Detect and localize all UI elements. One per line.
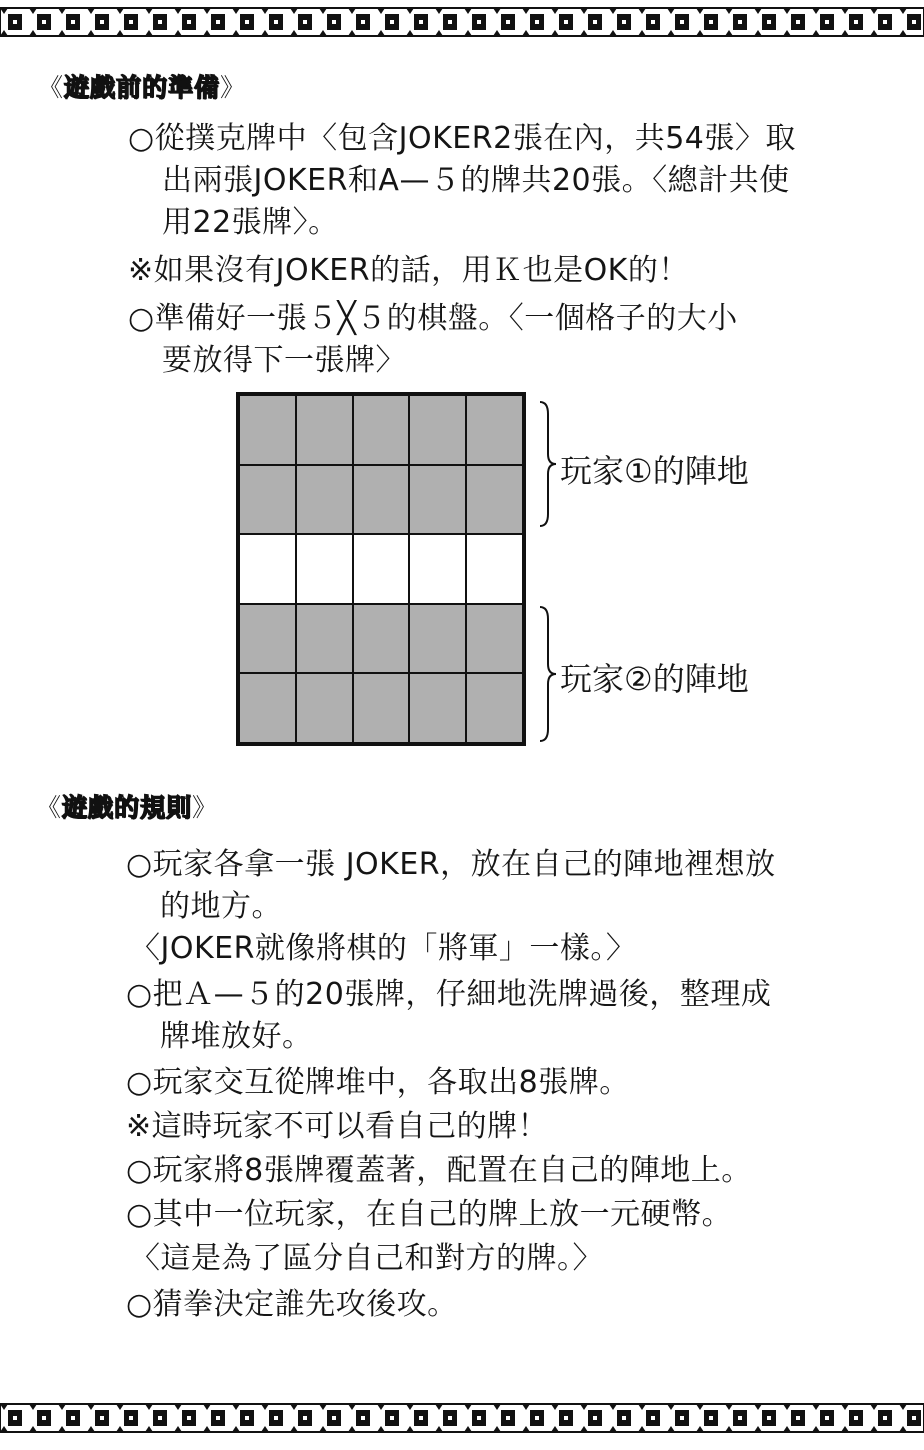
rules-line: ○玩家各拿一張 JOKER，放在自己的陣地裡想放	[126, 847, 776, 882]
board-cell-neutral	[354, 535, 409, 603]
board-cell-player-2	[410, 674, 465, 742]
zone-label-player-2: 玩家②的陣地	[560, 660, 749, 698]
rules-line: ○玩家交互從牌堆中，各取出8張牌。	[126, 1065, 630, 1100]
board-cell-neutral	[240, 535, 295, 603]
section-heading-rules: 《遊戲的規則》	[36, 793, 219, 822]
board-cell-player-1	[410, 396, 465, 464]
prep-text-line-1: ○從撲克牌中〈包含JOKER2張在內，共54張〉取	[128, 121, 796, 156]
rules-line: 〈JOKER就像將棋的「將軍」一樣。〉	[130, 931, 637, 966]
board-cell-player-1	[354, 396, 409, 464]
rules-line: ○猜拳決定誰先攻後攻。	[126, 1287, 458, 1322]
board-cell-neutral	[467, 535, 522, 603]
board-cell-player-2	[467, 605, 522, 673]
rules-line: ○玩家將8張牌覆蓋著，配置在自己的陣地上。	[126, 1153, 752, 1188]
section-heading-preparation: 《遊戲前的準備》	[38, 73, 247, 102]
rules-line: 牌堆放好。	[160, 1019, 313, 1054]
prep-note: ※如果沒有JOKER的話，用Ｋ也是OK的！	[128, 253, 689, 288]
prep-text-line-2: 出兩張JOKER和A—５的牌共20張。〈總計共使	[162, 163, 790, 198]
zone-2-brace	[536, 605, 558, 743]
board-cell-neutral	[297, 535, 352, 603]
rules-line: ※這時玩家不可以看自己的牌！	[126, 1109, 549, 1144]
board-cell-player-2	[354, 605, 409, 673]
prep-board-line-1: ○準備好一張５╳５的棋盤。〈一個格子的大小	[128, 301, 738, 336]
board-cell-player-2	[410, 605, 465, 673]
board-cell-player-2	[467, 674, 522, 742]
rules-line: ○其中一位玩家，在自己的牌上放一元硬幣。	[126, 1197, 733, 1232]
rules-line: 〈這是為了區分自己和對方的牌。〉	[130, 1241, 603, 1276]
board-cell-player-2	[240, 674, 295, 742]
board-cell-player-2	[240, 605, 295, 673]
board-cell-player-2	[297, 674, 352, 742]
board-cell-player-1	[467, 466, 522, 534]
prep-text-line-3: 用22張牌〉。	[162, 205, 339, 240]
board-cell-neutral	[410, 535, 465, 603]
board-cell-player-1	[297, 396, 352, 464]
game-board-5x5	[236, 392, 526, 746]
zone-label-player-1: 玩家①的陣地	[560, 452, 749, 490]
decorative-border-top	[0, 2, 924, 42]
board-cell-player-2	[354, 674, 409, 742]
board-cell-player-1	[410, 466, 465, 534]
board-cell-player-1	[297, 466, 352, 534]
rules-line: 的地方。	[160, 889, 282, 924]
board-cell-player-1	[240, 466, 295, 534]
board-cell-player-1	[354, 466, 409, 534]
board-cell-player-2	[297, 605, 352, 673]
zone-1-brace	[536, 400, 558, 528]
prep-board-line-2: 要放得下一張牌〉	[162, 343, 406, 378]
rules-line: ○把Ａ—５的20張牌，仔細地洗牌過後，整理成	[126, 977, 772, 1012]
decorative-border-bottom	[0, 1398, 924, 1438]
board-cell-player-1	[467, 396, 522, 464]
board-cell-player-1	[240, 396, 295, 464]
